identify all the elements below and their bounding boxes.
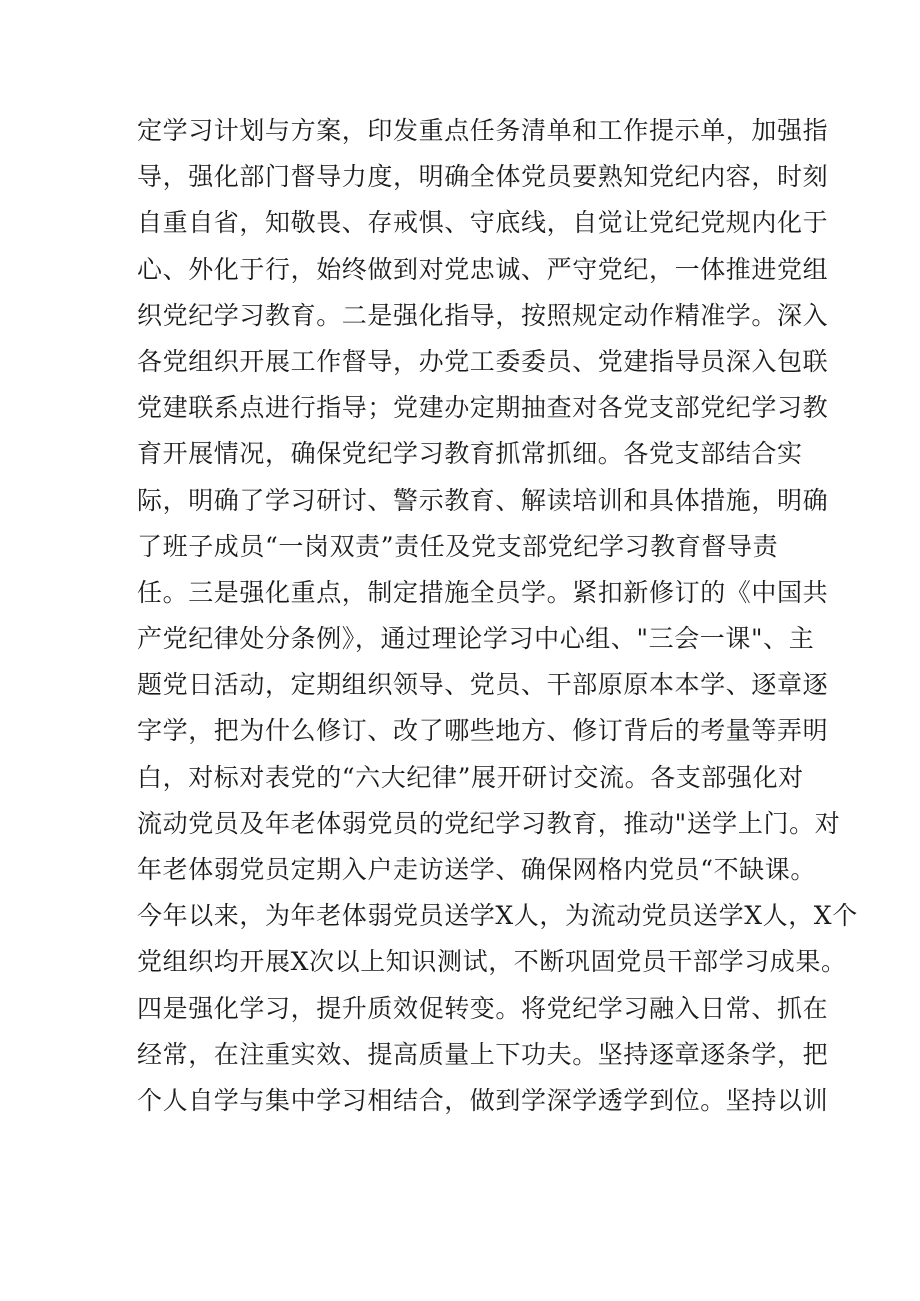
- text-line: 党组织均开展X次以上知识测试，不断巩固党员干部学习成果。: [137, 947, 847, 977]
- text-line: 产党纪律处分条例》，通过理论学习中心组、"三会一课"、主: [137, 624, 815, 654]
- text-line: 了班子成员“一岗双责”责任及党支部党纪学习教育督导责: [137, 531, 779, 561]
- text-line: 白，对标对表党的“六大纪律”展开研讨交流。各支部强化对: [137, 762, 804, 792]
- text-line: 定学习计划与方案，印发重点任务清单和工作提示单，加强指: [137, 116, 829, 145]
- text-line: 任。三是强化重点，制定措施全员学。紧扣新修订的《中国共: [137, 577, 829, 607]
- text-line: 导，强化部门督导力度，明确全体党员要熟知党纪内容，时刻: [137, 162, 829, 192]
- text-line: 织党纪学习教育。二是强化指导，按照规定动作精准学。深入: [137, 300, 829, 330]
- text-line: 题党日活动，定期组织领导、党员、干部原原本本学、逐章逐: [137, 670, 829, 700]
- text-line: 流动党员及年老体弱党员的党纪学习教育，推动"送学上门。对: [137, 808, 841, 838]
- text-line: 个人自学与集中学习相结合，做到学深学透学到位。坚持以训: [137, 1085, 829, 1115]
- text-line: 各党组织开展工作督导，办党工委委员、党建指导员深入包联: [137, 346, 829, 376]
- text-line: 年老体弱党员定期入户走访送学、确保网格内党员“不缺课。: [137, 855, 816, 884]
- text-line: 四是强化学习，提升质效促转变。将党纪学习融入日常、抓在: [137, 993, 829, 1023]
- text-line: 心、外化于行，始终做到对党忠诚、严守党纪，一体推进党组: [137, 254, 829, 284]
- text-line: 今年以来，为年老体弱党员送学X人，为流动党员送学X人，X个: [137, 901, 858, 931]
- text-line: 党建联系点进行指导；党建办定期抽查对各党支部党纪学习教: [137, 393, 829, 423]
- text-line: 际，明确了学习研讨、警示教育、解读培训和具体措施，明确: [137, 485, 829, 515]
- text-line: 育开展情况，确保党纪学习教育抓常抓细。各党支部结合实: [137, 439, 803, 469]
- text-line: 字学，把为什么修订、改了哪些地方、修订背后的考量等弄明: [137, 716, 829, 746]
- text-line: 经常，在注重实效、提高质量上下功夫。坚持逐章逐条学，把: [137, 1039, 829, 1069]
- text-line: 自重自省，知敬畏、存戒惧、守底线，自觉让党纪党规内化于: [137, 208, 829, 238]
- body-paragraph: [137, 108, 858, 1124]
